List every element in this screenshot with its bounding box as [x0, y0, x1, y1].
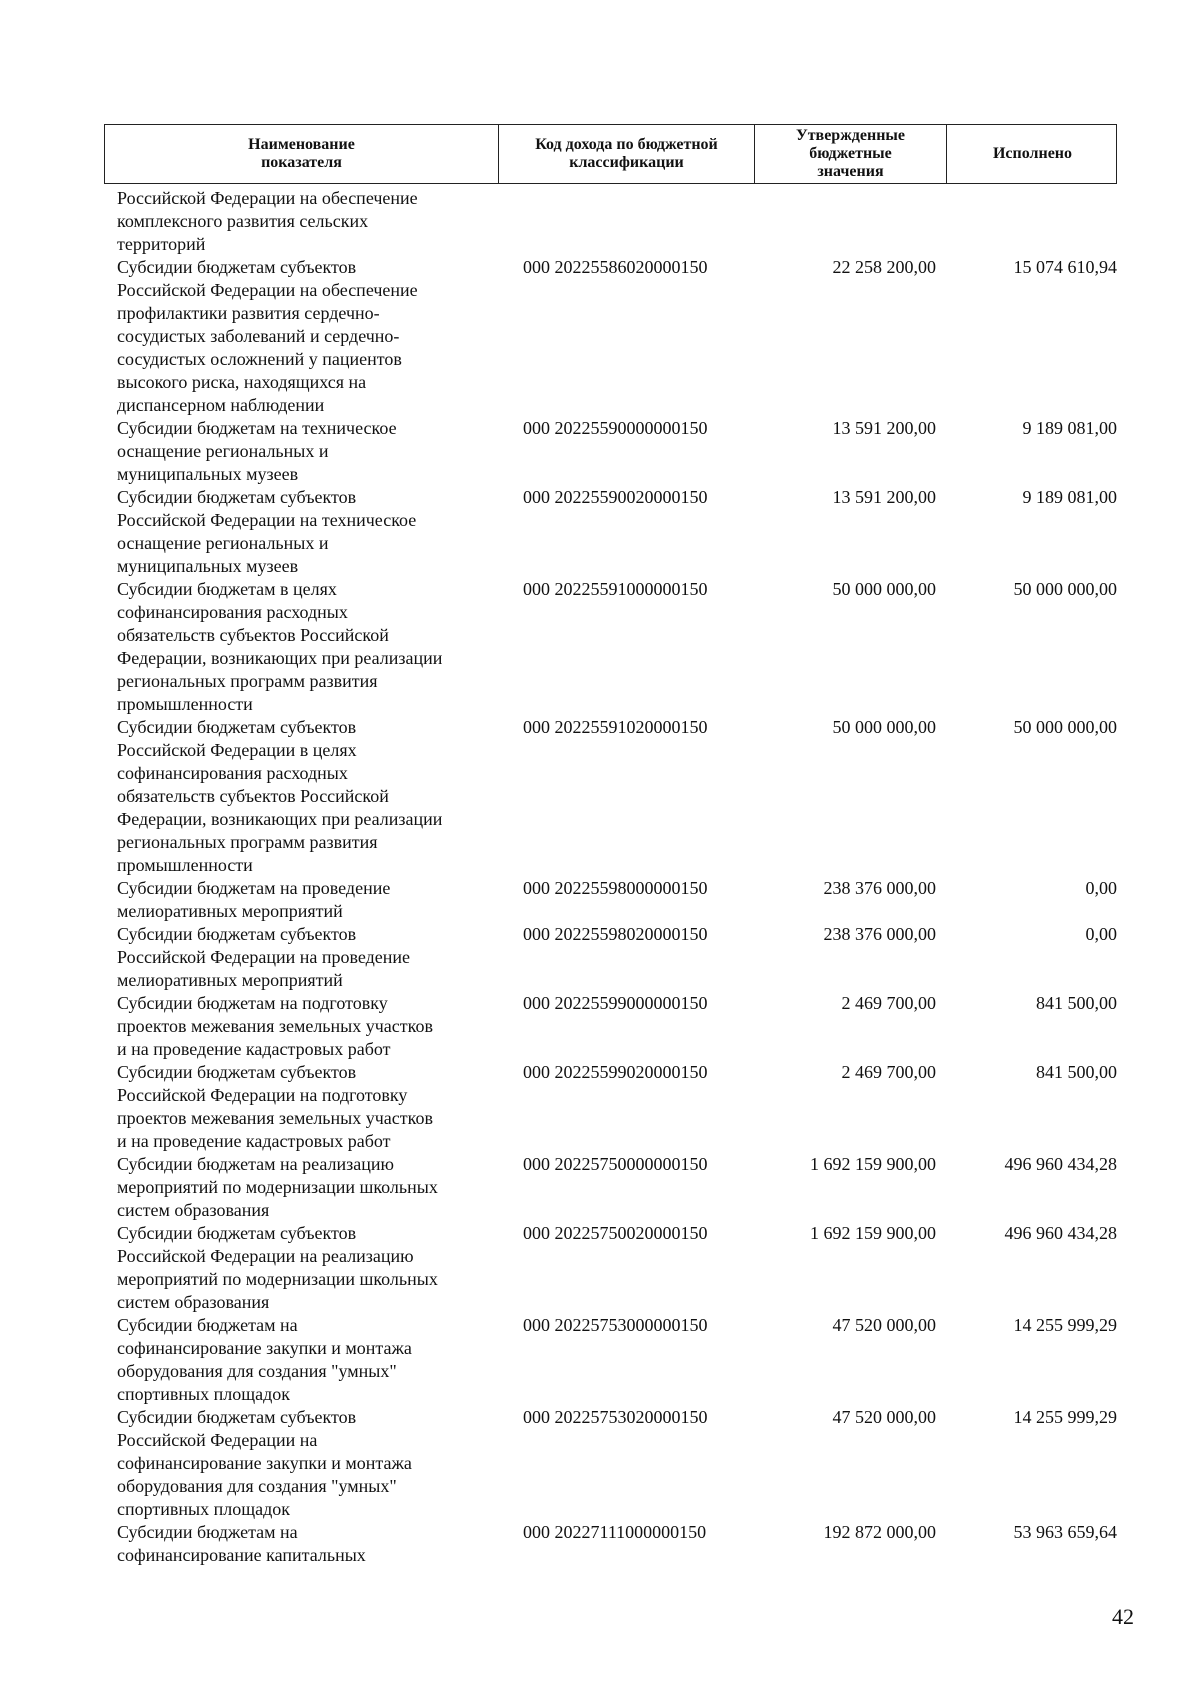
- row-executed: 50 000 000,00: [1013, 579, 1117, 599]
- row-code: 000 20225590020000150: [523, 487, 708, 507]
- row-executed: 0,00: [1085, 924, 1117, 944]
- table-row: [104, 1406, 1117, 1521]
- row-executed: [946, 187, 1117, 256]
- table-row: [104, 1153, 1117, 1222]
- row-approved: [754, 187, 946, 256]
- row-executed: 841 500,00: [1036, 1062, 1117, 1082]
- row-approved: 238 376 000,00: [823, 924, 936, 944]
- row-executed: 14 255 999,29: [1013, 1407, 1117, 1427]
- row-executed: 841 500,00: [1036, 993, 1117, 1013]
- row-name: Субсидии бюджетам в целях софинансирования расходных обязательств субъектов Российской Федерации, возникающих при реализации региональных программ развития промышленности: [117, 579, 443, 714]
- row-code: 000 20227111000000150: [523, 1522, 707, 1542]
- row-approved: 50 000 000,00: [832, 717, 936, 737]
- row-executed: 496 960 434,28: [1004, 1223, 1117, 1243]
- row-name: Субсидии бюджетам на подготовку проектов межевания земельных участков и на проведение кадастровых работ: [117, 993, 433, 1059]
- row-name: Субсидии бюджетам субъектов Российской Федерации на техническое оснащение региональных и муниципальных музеев: [117, 487, 417, 576]
- row-name: Российской Федерации на обеспечение комплексного развития сельских территорий: [117, 188, 418, 254]
- table-row: [104, 1222, 1117, 1314]
- row-code: 000 20225586020000150: [523, 257, 708, 277]
- table-row: [104, 578, 1117, 716]
- row-code: [498, 187, 754, 256]
- row-code: 000 20225599000000150: [523, 993, 708, 1013]
- row-approved: 50 000 000,00: [832, 579, 936, 599]
- row-code: 000 20225753000000150: [523, 1315, 708, 1335]
- row-approved: 238 376 000,00: [823, 878, 936, 898]
- row-name: Субсидии бюджетам на проведение мелиоративных мероприятий: [117, 878, 391, 921]
- header-executed: Исполнено: [992, 145, 1073, 162]
- table-row: [104, 923, 1117, 992]
- row-code: 000 20225598000000150: [523, 878, 708, 898]
- row-executed: 50 000 000,00: [1013, 717, 1117, 737]
- row-executed: 9 189 081,00: [1022, 418, 1117, 438]
- row-approved: 2 469 700,00: [841, 1062, 936, 1082]
- row-approved: 192 872 000,00: [823, 1522, 936, 1542]
- row-code: 000 20225750000000150: [523, 1154, 708, 1174]
- row-name: Субсидии бюджетам субъектов Российской Федерации на обеспечение профилактики развития сердечно- сосудистых заболеваний и сердечно- сосудистых осложнений у пациентов высокого риска, находящихся на диспансерном наблюдении: [117, 257, 418, 415]
- row-approved: 13 591 200,00: [832, 487, 936, 507]
- page-number: 42: [1112, 1604, 1134, 1629]
- row-name: Субсидии бюджетам на техническое оснащение региональных и муниципальных музеев: [117, 418, 397, 484]
- row-code: 000 20225591020000150: [523, 717, 708, 737]
- row-approved: 1 692 159 900,00: [810, 1223, 936, 1243]
- table-row: [104, 716, 1117, 877]
- row-name: Субсидии бюджетам субъектов Российской Федерации на софинансирование закупки и монтажа оборудования для создания "умных" спортивных площадок: [117, 1407, 412, 1519]
- row-name: Субсидии бюджетам на софинансирование капитальных: [117, 1522, 366, 1565]
- table-row: [104, 1061, 1117, 1153]
- row-code: 000 20225598020000150: [523, 924, 708, 944]
- row-code: 000 20225599020000150: [523, 1062, 708, 1082]
- row-name: Субсидии бюджетам субъектов Российской Федерации на подготовку проектов межевания земельных участков и на проведение кадастровых работ: [117, 1062, 433, 1151]
- row-executed: 9 189 081,00: [1022, 487, 1117, 507]
- table-row: [104, 417, 1117, 486]
- row-code: 000 20225753020000150: [523, 1407, 708, 1427]
- row-code: 000 20225590000000150: [523, 418, 708, 438]
- row-name: Субсидии бюджетам субъектов Российской Федерации на реализацию мероприятий по модернизации школьных систем образования: [117, 1223, 438, 1312]
- row-approved: 2 469 700,00: [841, 993, 936, 1013]
- row-name: Субсидии бюджетам на софинансирование закупки и монтажа оборудования для создания "умных" спортивных площадок: [117, 1315, 412, 1404]
- table-row: [104, 1521, 1117, 1567]
- row-executed: 53 963 659,64: [1013, 1522, 1117, 1542]
- row-executed: 496 960 434,28: [1004, 1154, 1117, 1174]
- table-row: [104, 1314, 1117, 1406]
- row-approved: 22 258 200,00: [832, 257, 936, 277]
- row-executed: 0,00: [1085, 878, 1117, 898]
- row-approved: 47 520 000,00: [832, 1315, 936, 1335]
- row-executed: 14 255 999,29: [1013, 1315, 1117, 1335]
- row-name: Субсидии бюджетам на реализацию мероприятий по модернизации школьных систем образования: [117, 1154, 438, 1220]
- header-approved: Утвержденные бюджетные значения: [755, 125, 947, 183]
- row-approved: 47 520 000,00: [832, 1407, 936, 1427]
- table-row: [104, 877, 1117, 923]
- table-row: [104, 256, 1117, 417]
- row-code: 000 20225750020000150: [523, 1223, 708, 1243]
- table-header: [104, 124, 1117, 184]
- table-body: [104, 187, 1117, 1567]
- table-row: [104, 992, 1117, 1061]
- row-name: Субсидии бюджетам субъектов Российской Федерации на проведение мелиоративных мероприятий: [117, 924, 411, 990]
- row-approved: 1 692 159 900,00: [810, 1154, 936, 1174]
- table-row: [104, 486, 1117, 578]
- table-row: [104, 187, 1117, 256]
- row-code: 000 20225591000000150: [523, 579, 708, 599]
- row-name: Субсидии бюджетам субъектов Российской Федерации в целях софинансирования расходных обязательств субъектов Российской Федерации, возникающих при реализации региональных программ развития промышленности: [117, 717, 443, 875]
- header-name: Наименование показателя: [105, 125, 499, 183]
- row-executed: 15 074 610,94: [1013, 257, 1117, 277]
- header-code: Код дохода по бюджетной классификации: [499, 125, 755, 183]
- row-approved: 13 591 200,00: [832, 418, 936, 438]
